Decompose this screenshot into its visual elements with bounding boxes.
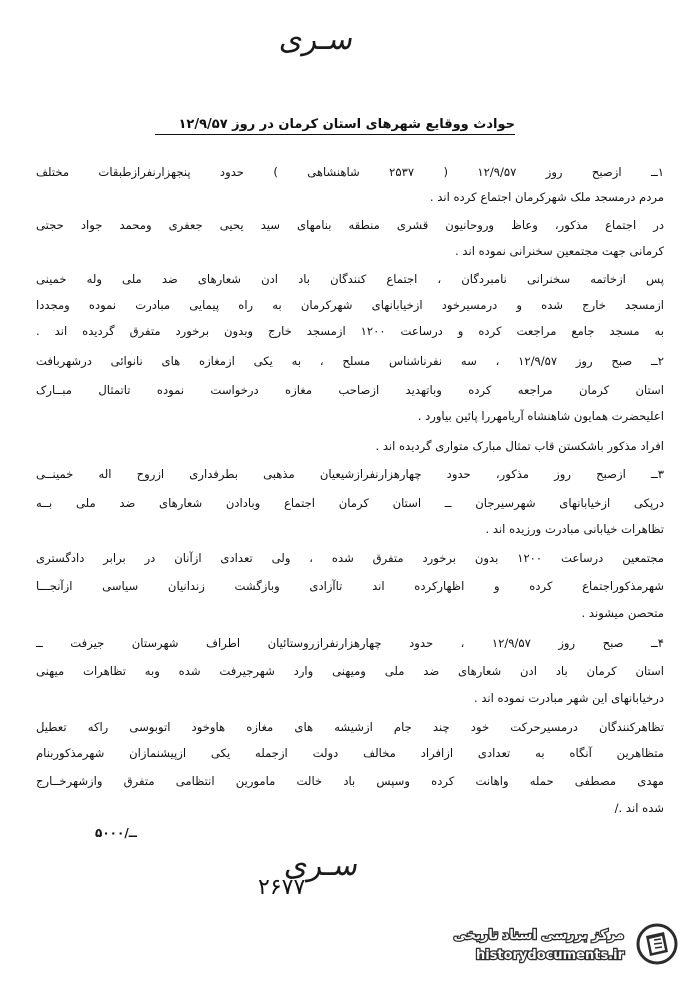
classification-mark-top: سـری (277, 22, 357, 57)
body-line: اعلیحضرت همایون شاهنشاه آریامهررا پائین بیاورد . (417, 409, 664, 423)
body-line: درخیابانهای این شهر مبادرت نموده اند . (473, 691, 664, 705)
body-line: تظاهرکنندگان درمسیرحرکت خود چند جام ازشیشه های مغازه هاوخود اتوبوسی راکه تعطیل (36, 720, 664, 734)
body-line: ۱ــ ازصبح روز ۱۲/۹/۵۷ ( ۲۵۳۷ شاهنشاهی ) حدود پنجهزارنفرازطبقات مختلف (36, 165, 664, 179)
body-line: افراد مذکور باشکستن قاب تمثال مبارک متواری گردیده اند . (375, 439, 664, 453)
body-line: متظاهرین آنگاه به تعدادی ازافراد مخالف دولت ازجمله یکی ازپیشنمازان شهرمذکوربنام (36, 746, 664, 760)
body-line: ۳ــ ازصبح روز مذکور، حدود چهارهزارنفرازشیعیان مذهبی بطرفداری ازروح اله خمینــی (36, 467, 664, 481)
reference-number: ۵ــ/۰۰۰ (95, 826, 137, 840)
body-line: کرمانی جهت مجتمعین سخنرانی نموده اند . (455, 244, 664, 258)
watermark-url: historydocuments.ir (475, 948, 624, 963)
body-line: مهدی مصطفی حمله واهانت کرده وسپس باد خالت مامورین انتظامی متفرق وازشهرخــارج (36, 774, 664, 788)
body-line: ازمسجد خارج شده و درمسیرخود ازخیابانهای شهرکرمان به راه پیمایی مبادرت نموده ومجددا (36, 298, 664, 312)
body-line: در اجتماع مذکور، وعاظ وروحانیون قشری منطقه بنامهای سید یحیی جعفری ومحمد جواد حجتی (36, 218, 664, 232)
body-line: درپکی ازخیابانهای شهرسیرجان ــ استان کرمان اجتماع وبادادن شعارهای ضد ملی بــه (36, 496, 664, 510)
archive-logo-icon (634, 922, 680, 966)
watermark-org-name: مرکز بررسی اسناد تاریخی (453, 928, 624, 943)
body-line: تظاهرات خیابانی مبادرت ورزیده اند . (485, 522, 664, 536)
body-line: پس ازخاتمه سخنرانی نامبردگان ، اجتماع کنندگان باد ادن شعارهای ضد ملی وله خمینی (36, 272, 664, 286)
body-line: استان کرمان باد ادن شعارهای ضد ملی ومیهنی وارد شهرجیرفت شده وبه تظاهرات میهنی (36, 664, 664, 678)
body-line: ۲ــ صبح روز ۱۲/۹/۵۷ ، سه نفرناشناس مسلح ، به یکی ازمغازه های نانوائی درشهربافت (36, 354, 664, 368)
body-line: مردم درمسجد ملک شهرکرمان اجتماع کرده اند . (429, 190, 664, 204)
body-line: متحصن میشوند . (581, 606, 664, 620)
body-line: مجتمعین درساعت ۱۲۰۰ بدون برخورد متفرق شده ، ولی تعدادی ازآنان در برابر دادگستری (36, 551, 664, 565)
archive-number: ۲۶۷۷ (258, 875, 306, 900)
classification-mark-bottom: سـری (282, 848, 362, 883)
body-line: ۴ــ صبح روز ۱۲/۹/۵۷ ، حدود چهارهزارنفرازروستائیان اطراف شهرستان جیرفت ــ (36, 636, 664, 650)
watermark (408, 918, 688, 970)
body-line: به مسجد جامع مراجعت کرده و درساعت ۱۲۰۰ ازمسجد خارج وبدون برخورد متفرق گردیده اند . (36, 324, 664, 338)
body-line: شده اند ./ (614, 801, 664, 815)
body-line: شهرمذکوراجتماع کرده و اظهارکرده اند تاآزادی وبازگشت زندانیان سیاسی ازآنجـــا (36, 579, 664, 593)
body-line: استان کرمان مراجعه کرده وباتهدید ازصاحب مغازه درخواست نموده تاتمثال مبــارک (36, 383, 664, 397)
document-title: حوادث ووقایع شهرهای استان کرمان در روز ۱۲/۹/۵۷ (155, 117, 515, 135)
